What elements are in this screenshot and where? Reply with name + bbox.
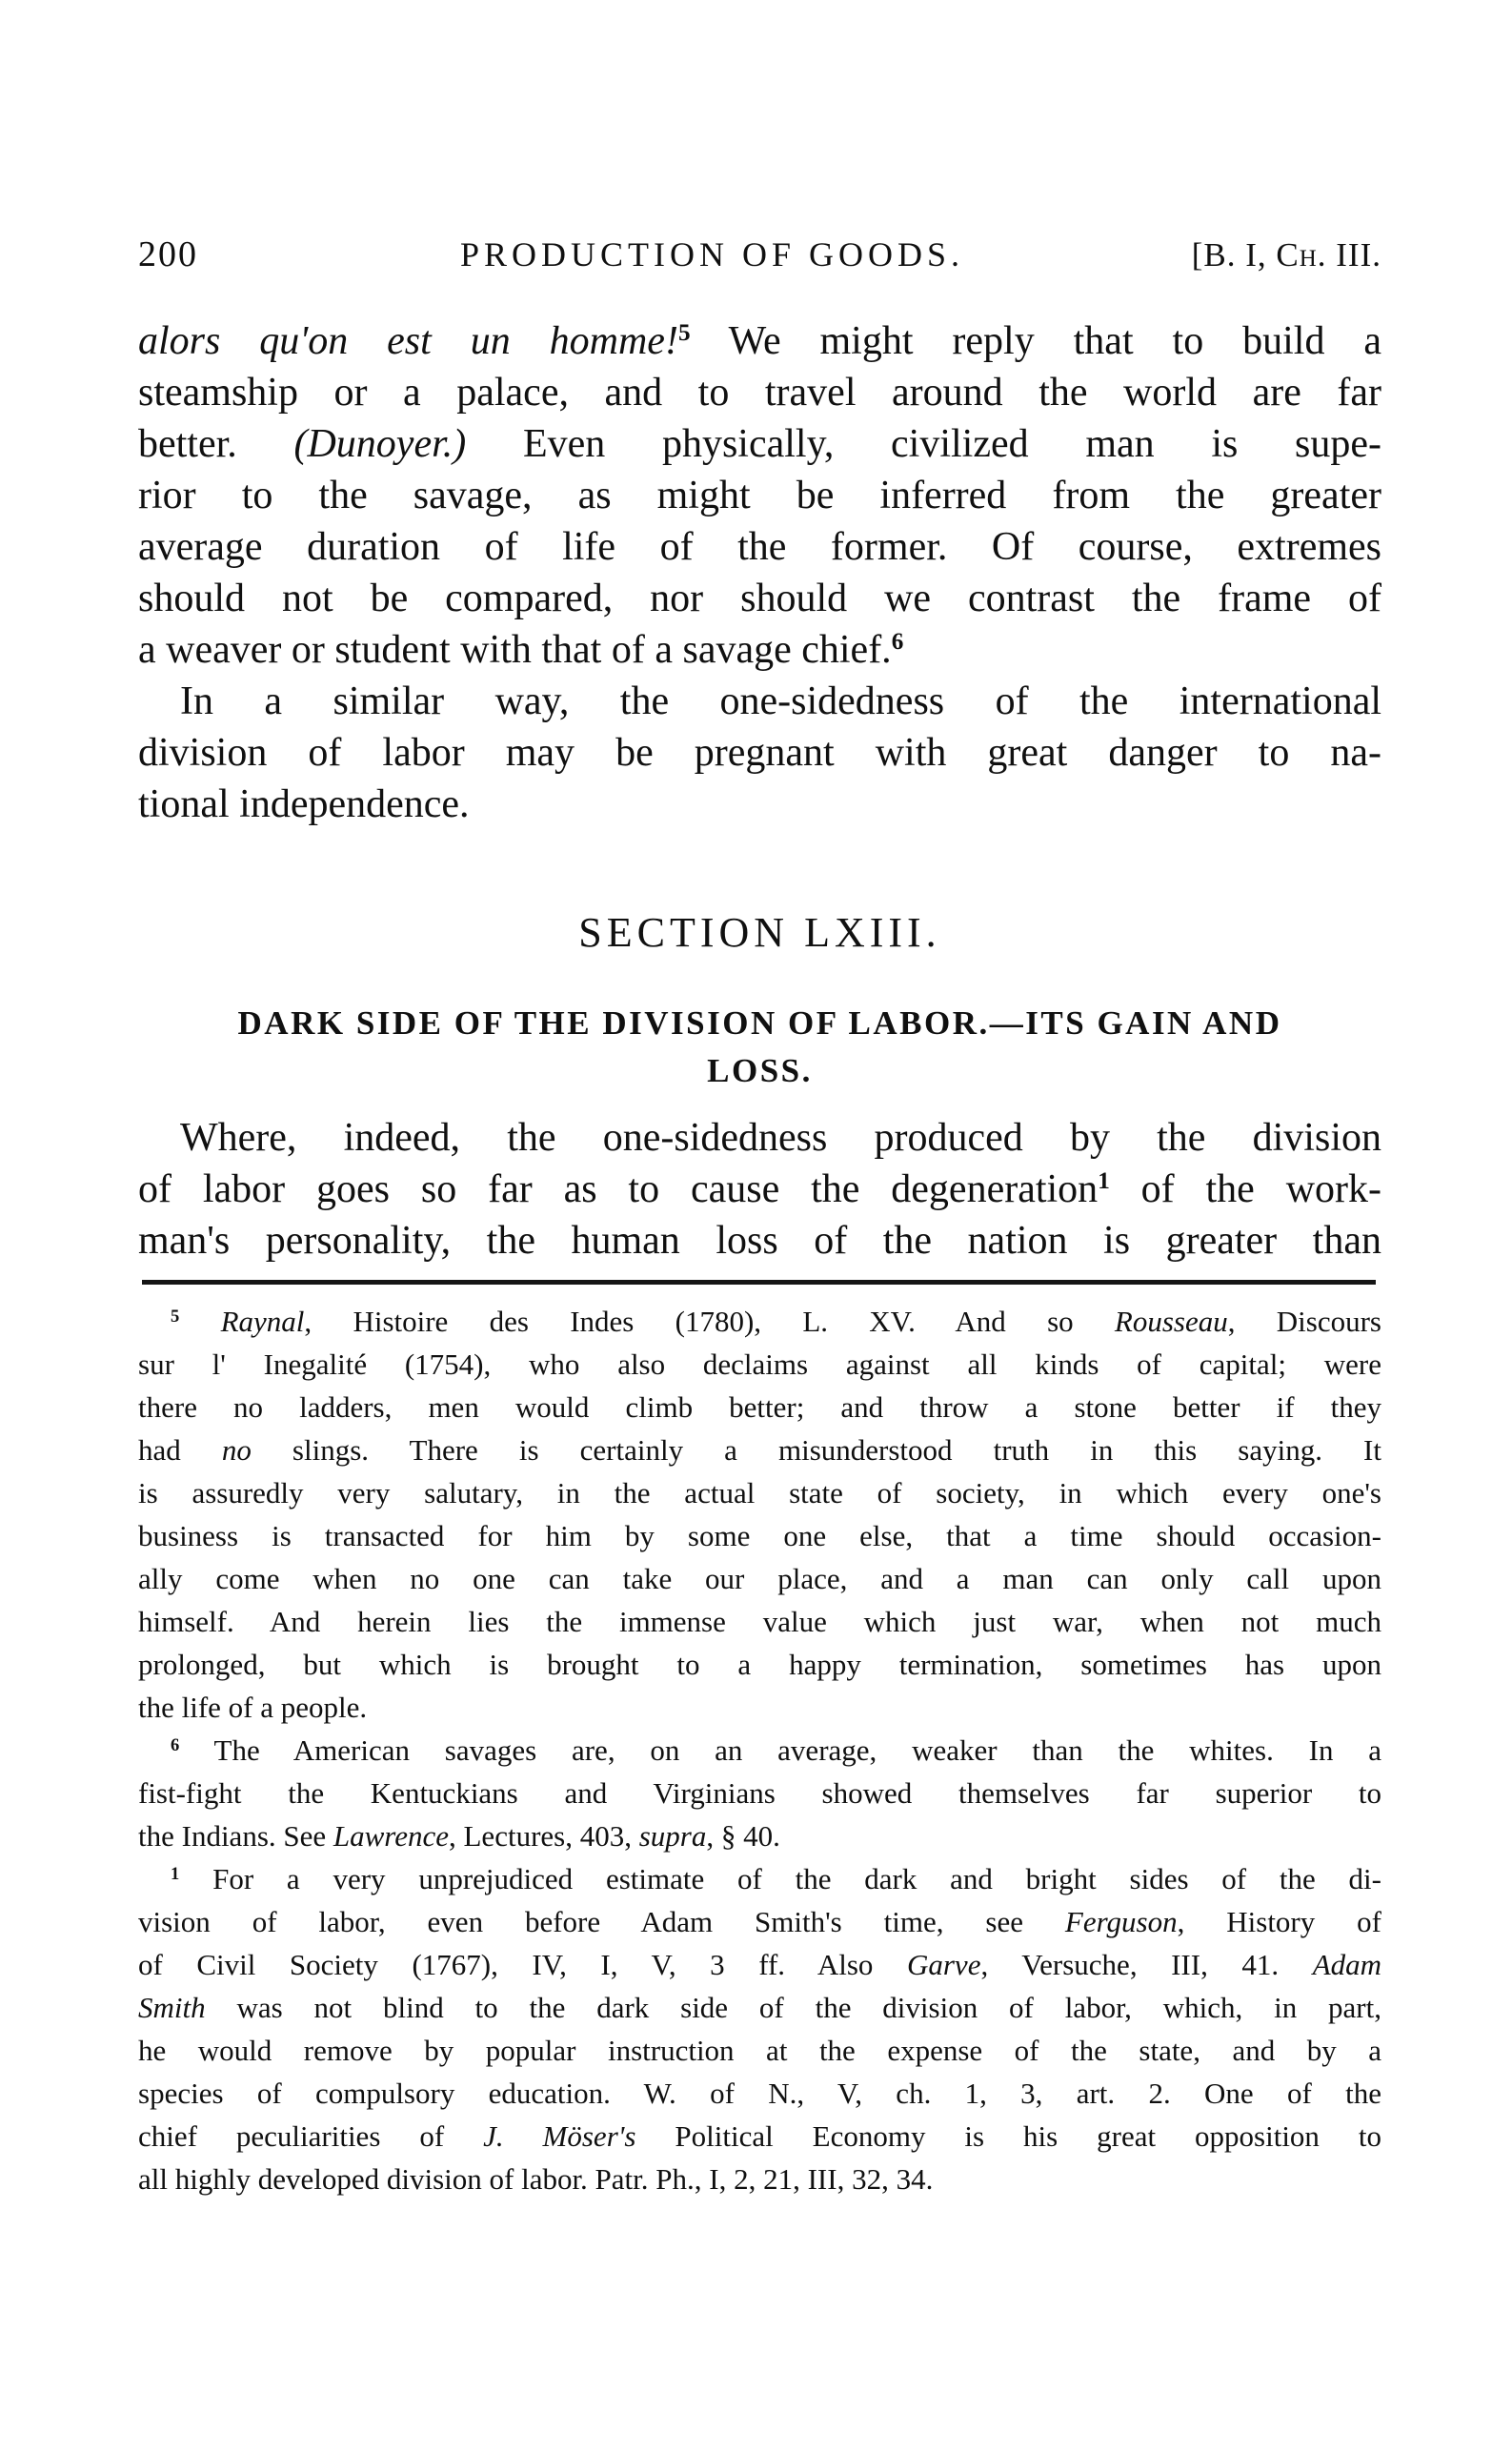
text-segment: the life of a people. <box>138 1691 368 1724</box>
section-subheading <box>138 1000 1381 1095</box>
text-segment: steamship or a palace, and to travel around the world are far <box>138 371 1381 415</box>
paragraph <box>138 1112 1381 1267</box>
text-segment: a weaver or student with that of a savage chief. <box>138 628 892 672</box>
text-line <box>138 315 1381 367</box>
text-line <box>138 1429 1381 1471</box>
page-body <box>138 315 1381 1267</box>
text-line <box>138 2029 1381 2072</box>
text-line <box>138 1514 1381 1557</box>
text-segment: , Lectures, 403, <box>449 1819 639 1853</box>
text-segment: himself. And herein lies the immense value which just war, when not much <box>138 1605 1381 1638</box>
text-segment: Smith <box>138 1991 206 2024</box>
text-segment: Even physically, civilized man is supe- <box>466 422 1381 466</box>
text-line <box>138 573 1381 624</box>
footnote-divider <box>142 1280 1376 1285</box>
text-segment: better. <box>138 422 294 466</box>
text-segment: prolonged, but which is brought to a happy termination, sometimes has upon <box>138 1648 1381 1681</box>
text-segment: average duration of life of the former. Of course, extremes <box>138 525 1381 569</box>
text-line <box>138 1112 1381 1164</box>
footnotes-section <box>138 1300 1381 2200</box>
text-segment: alors qu'on est un homme! <box>138 319 678 363</box>
text-segment: J. Möser's <box>483 2119 636 2153</box>
text-segment: slings. There is certainly a misunderstood truth in this saying. It <box>251 1433 1381 1467</box>
text-segment: sur l' Inegalité (1754), who also declaims against all kinds of capital; were <box>138 1348 1381 1381</box>
text-line <box>138 1557 1381 1600</box>
running-title: PRODUCTION OF GOODS. <box>459 235 965 274</box>
text-line <box>138 470 1381 521</box>
text-segment: (Dunoyer.) <box>293 422 467 466</box>
footnote-marker: 5 <box>677 320 691 347</box>
text-line <box>138 727 1381 779</box>
text-segment: Rousseau <box>1114 1305 1228 1338</box>
text-segment: had <box>138 1433 222 1467</box>
text-segment: We might reply that to build a <box>690 319 1381 363</box>
text-segment: man's personality, the human loss of the nation is greater than <box>138 1219 1381 1263</box>
text-segment: was not blind to the dark side of the division of labor, which, in part, <box>205 1991 1381 2024</box>
text-line <box>138 1643 1381 1686</box>
footnote-marker: 5 <box>171 1306 180 1327</box>
text-line <box>138 1386 1381 1429</box>
text-line <box>138 1772 1381 1814</box>
chapter-reference: [B. I, Ch. III. <box>1191 236 1381 274</box>
text-line <box>138 1471 1381 1514</box>
text-segment: business is transacted for him by some one else, that a time should occasion- <box>138 1519 1381 1552</box>
text-line <box>138 1343 1381 1386</box>
text-segment: should not be compared, nor should we contrast the frame of <box>138 577 1381 620</box>
text-segment: Raynal <box>220 1305 305 1338</box>
paragraph <box>138 676 1381 830</box>
text-segment: supra <box>638 1819 707 1853</box>
text-line <box>138 1943 1381 1986</box>
text-segment: he would remove by popular instruction at the expense of the state, and by a <box>138 2034 1381 2067</box>
text-line <box>138 2115 1381 2158</box>
text-line <box>138 1900 1381 1943</box>
section-heading: SECTION LXIII. <box>578 909 941 956</box>
text-line <box>138 1300 1381 1343</box>
page-header <box>138 233 1381 275</box>
text-line <box>138 1215 1381 1267</box>
text-line <box>138 418 1381 470</box>
text-line <box>138 1600 1381 1643</box>
text-segment: is assuredly very salutary, in the actual state of society, in which every one's <box>138 1476 1381 1510</box>
text-segment: of labor goes so far as to cause the degeneration <box>138 1167 1099 1211</box>
text-segment: the Indians. See <box>138 1819 333 1853</box>
text-segment: division of labor may be pregnant with great danger to na- <box>138 731 1381 775</box>
footnote-marker: 6 <box>891 629 904 656</box>
text-line <box>138 1986 1381 2029</box>
text-segment: Ferguson <box>1064 1905 1178 1938</box>
text-segment: fist-fight the Kentuckians and Virginians showed themselves far superior to <box>138 1776 1381 1810</box>
text-line <box>138 521 1381 573</box>
text-segment: of the work- <box>1109 1167 1381 1211</box>
text-segment: Where, indeed, the one-sidedness produced by the division <box>180 1116 1381 1160</box>
text-segment: Garve <box>906 1948 981 1981</box>
text-segment: For a very unprejudiced estimate of the dark and bright sides of the di- <box>179 1862 1381 1895</box>
text-segment: , Discours <box>1227 1305 1381 1338</box>
footnote-marker: 1 <box>1098 1168 1110 1195</box>
text-segment: The American savages are, on an average, weaker than the whites. In a <box>179 1733 1381 1767</box>
text-line <box>138 779 1381 830</box>
text-segment: no <box>221 1433 252 1467</box>
text-segment: species of compulsory education. W. of N., V, ch. 1, 3, art. 2. One of the <box>138 2077 1381 2110</box>
text-line <box>138 1729 1381 1772</box>
text-segment: Political Economy is his great opposition to <box>635 2119 1381 2153</box>
text-segment: , History of <box>1177 1905 1381 1938</box>
text-line <box>138 2158 1381 2200</box>
text-segment: In a similar way, the one-sidedness of the international <box>180 679 1381 723</box>
text-line <box>138 2072 1381 2115</box>
text-segment: , Versuche, III, 41. <box>980 1948 1313 1981</box>
subheading-line: DARK SIDE OF THE DIVISION OF LABOR.—ITS GAIN AND <box>237 1004 1282 1042</box>
text-segment: Lawrence <box>333 1819 449 1853</box>
text-segment: all highly developed division of labor. Patr. Ph., I, 2, 21, III, 32, 34. <box>138 2162 934 2196</box>
text-line <box>138 1164 1381 1215</box>
text-line <box>138 367 1381 418</box>
footnote-marker: 1 <box>171 1863 180 1884</box>
text-line <box>138 624 1381 676</box>
text-segment: Adam <box>1312 1948 1382 1981</box>
text-segment: , § 40. <box>706 1819 780 1853</box>
text-segment: , Histoire des Indes (1780), L. XV. And so <box>304 1305 1115 1338</box>
text-line <box>138 1814 1381 1857</box>
text-segment: chief peculiarities of <box>138 2119 484 2153</box>
footnote-1 <box>138 1857 1381 2200</box>
text-segment: there no ladders, men would climb better; and throw a stone better if they <box>138 1390 1381 1424</box>
paragraph-continuation <box>138 315 1381 676</box>
text-segment: ally come when no one can take our place, and a man can only call upon <box>138 1562 1381 1595</box>
text-segment: vision of labor, even before Adam Smith's time, see <box>138 1905 1065 1938</box>
text-line <box>138 1857 1381 1900</box>
subheading-line: LOSS. <box>707 1052 813 1089</box>
text-segment <box>179 1305 220 1338</box>
text-line <box>138 1686 1381 1729</box>
text-line <box>138 676 1381 727</box>
text-segment: rior to the savage, as might be inferred from the greater <box>138 474 1381 517</box>
footnote-5 <box>138 1300 1381 1729</box>
text-segment: of Civil Society (1767), IV, I, V, 3 ff. Also <box>138 1948 907 1981</box>
footnote-6 <box>138 1729 1381 1857</box>
footnote-marker: 6 <box>171 1734 180 1755</box>
text-segment: tional independence. <box>138 782 470 826</box>
page-number: 200 <box>138 234 198 274</box>
